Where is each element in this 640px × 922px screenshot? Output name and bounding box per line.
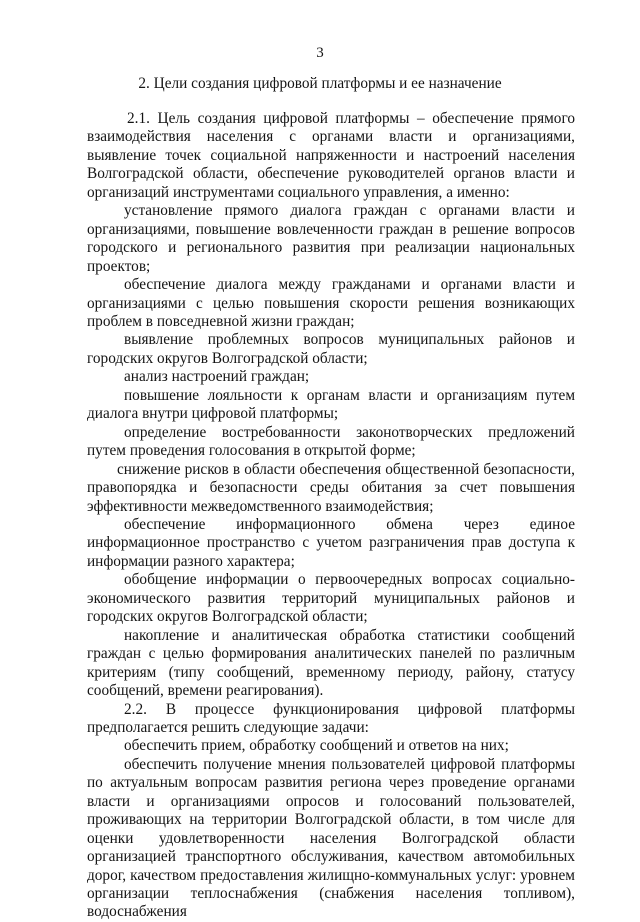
goal-item-7: снижение рисков в области обеспечения общественной безопасности, правопорядка и безопасности среды обитания за счет повышения эффективности межведомственного взаимодействия; bbox=[87, 460, 575, 515]
goal-item-5: повышение лояльности к органам власти и организациям путем диалога внутри цифровой платформы; bbox=[87, 386, 575, 423]
page-number: 3 bbox=[316, 45, 324, 61]
section-heading: 2. Цели создания цифровой платформы и ее назначение bbox=[138, 75, 502, 92]
section-2-1-intro: 2.1. Цель создания цифровой платформы – обеспечение прямого взаимодействия населения с органами власти и организациями, выявление точек социальной напряженности и настроений населения Волгоградской области, обеспечение руководителей органов власти и организаций инструментами социального управления, а именно: bbox=[87, 110, 575, 201]
task-item-1: обеспечить прием, обработку сообщений и ответов на них; bbox=[124, 737, 509, 755]
task-item-2: обеспечить получение мнения пользователей цифровой платформы по актуальным вопросам развития региона через проведение органами власти и организациями опросов и голосований пользователей, проживающих на территории Волгоградской области, в том числе для оценки удовлетворенности населения Волгоградской области организацией транспортного обслуживания, качеством автомобильных дорог, качеством предоставления жилищно-коммунальных услуг: уровнем организации теплоснабжения (снабжения населения топливом), водоснабжения bbox=[87, 755, 575, 921]
goal-item-6: определение востребованности законотворческих предложений путем проведения голосования в открытой форме; bbox=[87, 423, 575, 460]
goal-item-3: выявление проблемных вопросов муниципальных районов и городских округов Волгоградской области; bbox=[87, 331, 575, 367]
goal-item-4: анализ настроений граждан; bbox=[124, 368, 310, 386]
goal-item-8: обеспечение информационного обмена через единое информационное пространство с учетом разграничения прав доступа к информации разного характера; bbox=[87, 515, 575, 570]
goal-item-1: установление прямого диалога граждан с органами власти и организациями, повышение вовлеченности граждан в решение вопросов городского и регионального развития при реализации национальных проектов; bbox=[87, 202, 575, 275]
goal-item-9: обобщение информации о первоочередных вопросах социально-экономического развития территорий муниципальных районов и городских округов Волгоградской области; bbox=[87, 571, 575, 626]
document-body bbox=[87, 110, 575, 922]
goal-item-2: обеспечение диалога между гражданами и органами власти и организациями с целью повышения скорости решения возникающих проблем в повседневной жизни граждан; bbox=[87, 276, 575, 330]
goal-item-10: накопление и аналитическая обработка статистики сообщений граждан с целью формирования аналитических панелей по различным критериям (типу сообщений, временному периоду, району, статусу сообщений, времени реагирования). bbox=[87, 626, 575, 700]
section-2-2-intro: 2.2. В процессе функционирования цифровой платформы предполагается решить следующие задачи: bbox=[87, 700, 575, 736]
